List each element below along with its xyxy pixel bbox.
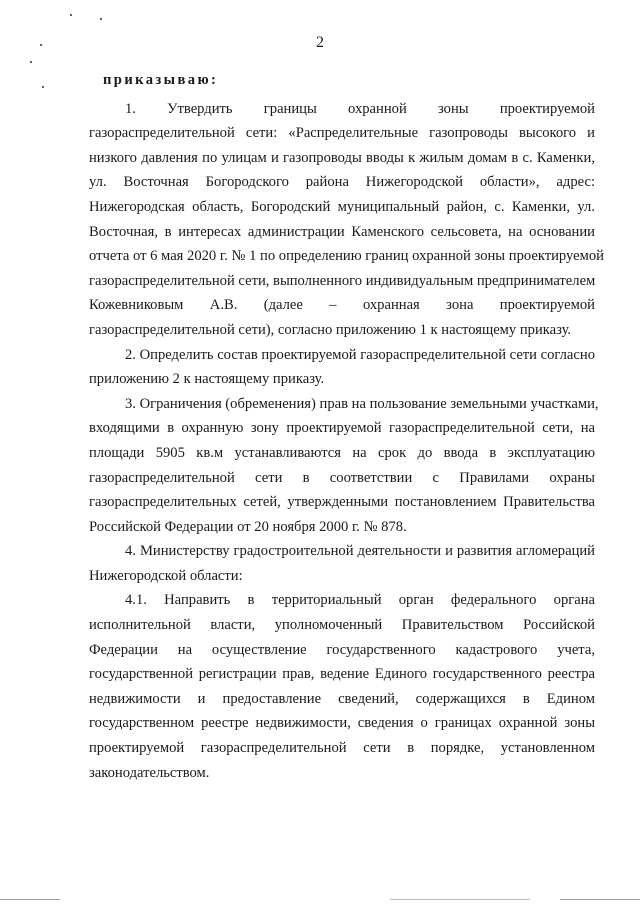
scan-speck	[100, 18, 102, 20]
text-line: исполнительной власти, уполномоченный Правительством Российской	[89, 617, 595, 634]
text-line: входящими в охранную зону проектируемой газораспределительной сети, на	[89, 420, 595, 437]
text-line: газораспределительной сети в соответствии с Правилами охраны	[89, 469, 595, 486]
scan-speck	[30, 61, 32, 63]
page-number: 2	[316, 34, 324, 51]
paragraphs	[89, 97, 604, 786]
text-line: Российской Федерации от 20 ноября 2000 г. № 878.	[89, 518, 407, 535]
paragraph-3	[89, 392, 599, 540]
text-line: 1. Утвердить границы охранной зоны проектируемой	[125, 100, 595, 117]
bottom-edge-line	[560, 899, 640, 900]
paragraph-4	[89, 539, 595, 588]
text-line: недвижимости и предоставление сведений, содержащихся в Едином	[89, 690, 595, 707]
text-line: Нижегородская область, Богородский муниципальный район, с. Каменки, ул.	[89, 198, 595, 215]
text-line: Федерации на осуществление государственного кадастрового учета,	[89, 641, 595, 658]
text-line: низкого давления по улицам и газопроводы вводы к жилым домам в с. Каменки,	[89, 149, 595, 166]
paragraph-2	[89, 343, 595, 392]
scan-speck	[40, 44, 42, 46]
text-line: газораспределительной сети: «Распределительные газопроводы высокого и	[89, 125, 595, 142]
order-heading: приказываю:	[103, 72, 219, 88]
text-line: законодательством.	[89, 764, 210, 781]
text-line: ул. Восточная Богородского района Нижегородской области», адрес:	[89, 174, 595, 191]
text-line: отчета от 6 мая 2020 г. № 1 по определению границ охранной зоны проектируемой	[89, 248, 604, 265]
text-line: 3. Ограничения (обременения) прав на пользование земельными участками,	[125, 395, 599, 412]
text-line: 2. Определить состав проектируемой газораспределительной сети согласно	[125, 346, 595, 363]
text-line: Восточная, в интересах администрации Каменского сельсовета, на основании	[89, 223, 595, 240]
text-line: 4.1. Направить в территориальный орган федерального органа	[125, 592, 595, 609]
text-line: 4. Министерству градостроительной деятельности и развития агломераций	[125, 543, 595, 560]
document-body	[89, 68, 604, 785]
paragraph-1	[89, 97, 604, 343]
bottom-edge-line	[0, 899, 60, 900]
scan-speck	[70, 14, 72, 16]
text-line: Кожевниковым А.В. (далее – охранная зона проектируемой	[89, 297, 595, 314]
scan-speck	[42, 86, 44, 88]
text-line: приложению 2 к настоящему приказу.	[89, 371, 325, 388]
bottom-edge-line	[390, 899, 530, 900]
text-line: государственной регистрации прав, ведение Единого государственного реестра	[89, 666, 595, 683]
text-line: газораспределительной сети), согласно приложению 1 к настоящему приказу.	[89, 321, 572, 338]
text-line: государственном реестре недвижимости, сведения о границах охранной зоны	[89, 715, 595, 732]
text-line: газораспределительных сетей, утвержденными постановлением Правительства	[89, 494, 595, 511]
text-line: площади 5905 кв.м устанавливаются на срок до ввода в эксплуатацию	[89, 444, 595, 461]
paragraph-5	[89, 588, 595, 785]
text-line: Нижегородской области:	[89, 567, 243, 584]
text-line: газораспределительной сети, выполненного индивидуальным предпринимателем	[89, 272, 596, 289]
text-line: проектируемой газораспределительной сети в порядке, установленном	[89, 740, 595, 757]
